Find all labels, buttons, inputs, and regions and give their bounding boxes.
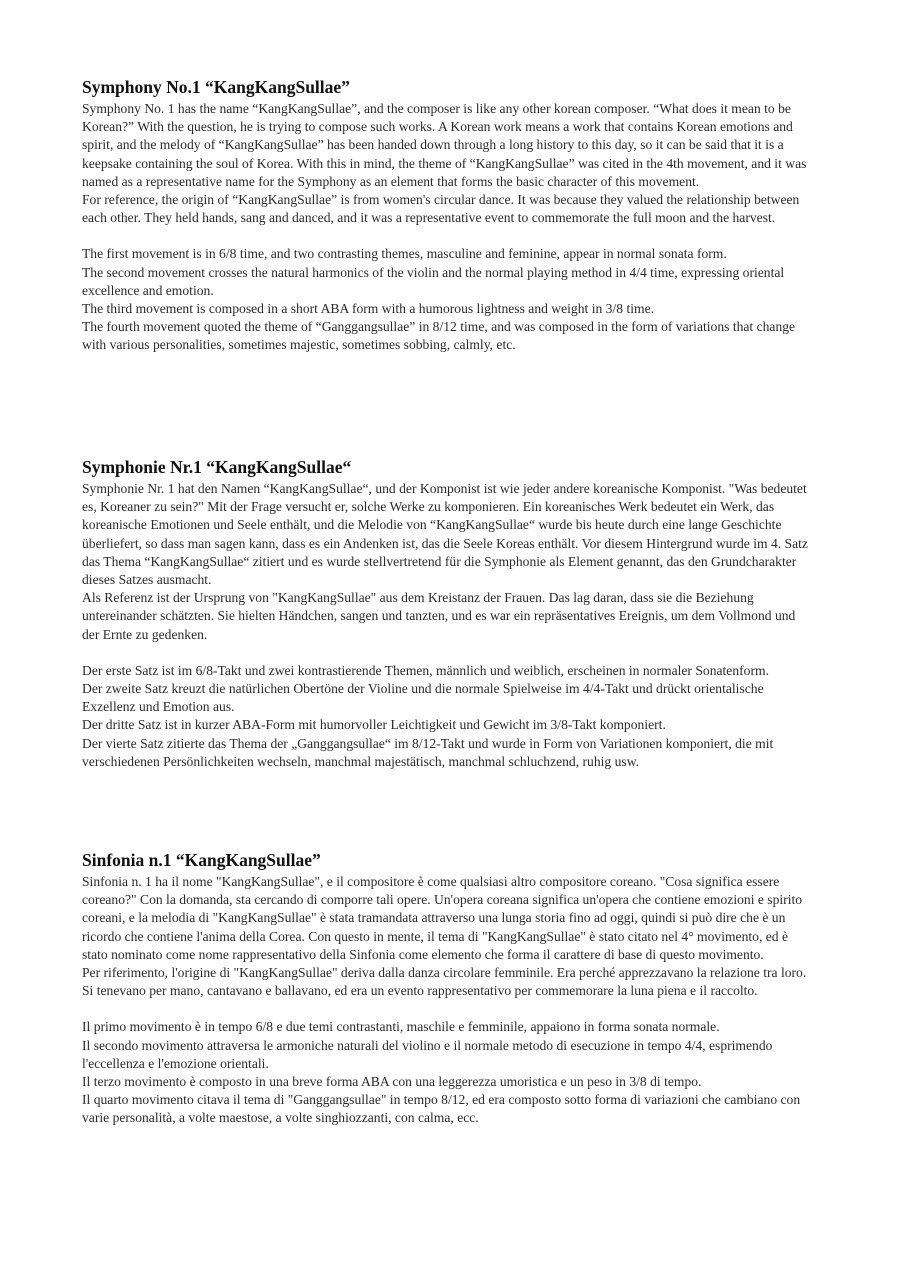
paragraph-italian-movement-3: Il terzo movimento è composto in una breve forma ABA con una leggerezza umoristica e un peso in 3/8 di tempo. [82,1074,702,1090]
paragraph-german-origin: Als Referenz ist der Ursprung von "KangKangSullae" aus dem Kreistanz der Frauen. Das lag daran, dass sie die Beziehung untereinander schätzten. Sie hielten Händchen, sangen und tanzten, und es war ein repräsentatives Ereignis, um dem Vollmond und der Ernte zu gedenken. [82,590,796,642]
paragraph-gap [82,1000,812,1018]
paragraph-german-intro: Symphonie Nr. 1 hat den Namen “KangKangSullae“, und der Komponist ist wie jeder andere koreanische Komponist. "Was bedeutet es, Koreaner zu sein?" Mit der Frage versucht er, solche Werke zu komponieren. Ein koreanisches Werk bedeutet ein Werk, das koreanische Emotionen und Seele enthält, und die Melodie von “KangKangSullae“ wurde bis heute durch eine lange Geschichte überliefert, so dass man sagen kann, dass es ein Andenken ist, das die Seele Koreas enthält. Vor diesem Hintergrund wurde im 4. Satz das Thema “KangKangSullae“ zitiert und es wurde stellvertretend für die Symphonie als Element genannt, das den Grundcharakter dieses Satzes ausmacht. [82,481,808,588]
paragraph-gap [82,644,812,662]
paragraph-german-movement-4: Der vierte Satz zitierte das Thema der „Ganggangsullae“ im 8/12-Takt und wurde in Form von Variationen komponiert, die mit verschiedenen Persönlichkeiten wechseln, manchmal majestätisch, manchmal schluchzend, ruhig usw. [82,735,774,769]
paragraph-italian-origin: Per riferimento, l'origine di "KangKangSullae" deriva dalla danza circolare femminile. Era perché apprezzavano la relazione tra loro. Si tenevano per mano, cantavano e ballavano, ed era un evento rappresentativo per commemorare la luna piena e il raccolto. [82,965,807,999]
paragraph-italian-movement-1: Il primo movimento è in tempo 6/8 e due temi contrastanti, maschile e femminile, appaiono in forma sonata normale. [82,1019,720,1035]
section-title-italian: Sinfonia n.1 “KangKangSullae” [82,850,321,870]
paragraph-german-movement-1: Der erste Satz ist im 6/8-Takt und zwei kontrastierende Themen, männlich und weiblich, erscheinen in normaler Sonatenform. [82,662,769,678]
section-italian [82,849,812,1128]
paragraph-gap [82,227,812,245]
paragraph-italian-intro: Sinfonia n. 1 ha il nome "KangKangSullae", e il compositore è come qualsiasi altro compositore coreano. "Cosa significa essere coreano?" Con la domanda, sta cercando di comporre tali opere. Un'opera coreana significa un'opera che contiene emozioni e spirito coreani, e la melodia di "KangKangSullae" è stata tramandata attraverso una lunga storia fino ad oggi, quindi si può dire che è un ricordo che contiene l'anima della Corea. Con questo in mente, il tema di "KangKangSullae" è stato citato nel 4° movimento, ed è stato nominato come nome rappresentativo della Sinfonia come elemento che forma il carattere di base di questo movimento. [82,874,803,962]
paragraph-italian-movement-2: Il secondo movimento attraversa le armoniche naturali del violino e il normale metodo di esecuzione in tempo 4/4, esprimendo l'eccellenza e l'emozione orientali. [82,1037,773,1071]
paragraph-english-intro: Symphony No. 1 has the name “KangKangSullae”, and the composer is like any other korean composer. “What does it mean to be Korean?” With the question, he is trying to compose such works. A Korean work means a work that contains Korean emotions and spirit, and the melody of “KangKangSullae” has been handed down through a long history to this day, so it can be said that it is a keepsake containing the soul of Korea. With this in mind, the theme of “KangKangSullae” was cited in the 4th movement, and it was named as a representative name for the Symphony as an element that forms the basic character of this movement. [82,101,807,189]
paragraph-german-movement-3: Der dritte Satz ist in kurzer ABA-Form mit humorvoller Leichtigkeit und Gewicht im 3/8-Takt komponiert. [82,717,666,733]
paragraph-english-movement-3: The third movement is composed in a short ABA form with a humorous lightness and weight in 3/8 time. [82,301,655,317]
section-title-german: Symphonie Nr.1 “KangKangSullae“ [82,457,352,477]
section-english [82,76,812,355]
section-german [82,456,812,771]
paragraph-english-movement-1: The first movement is in 6/8 time, and two contrasting themes, masculine and feminine, appear in normal sonata form. [82,246,727,262]
paragraph-italian-movement-4: Il quarto movimento citava il tema di "Ganggangsullae" in tempo 8/12, ed era composto sotto forma di variazioni che cambiano con varie personalità, a volte maestose, a volte singhiozzanti, con calma, ecc. [82,1092,801,1126]
paragraph-english-movement-2: The second movement crosses the natural harmonics of the violin and the normal playing method in 4/4 time, expressing oriental excellence and emotion. [82,264,785,298]
section-title-english: Symphony No.1 “KangKangSullae” [82,77,350,97]
paragraph-english-movement-4: The fourth movement quoted the theme of “Ganggangsullae” in 8/12 time, and was composed in the form of variations that change with various personalities, sometimes majestic, sometimes sobbing, calmly, etc. [82,319,796,353]
paragraph-german-movement-2: Der zweite Satz kreuzt die natürlichen Obertöne der Violine und die normale Spielweise im 4/4-Takt und drückt orientalische Exzellenz und Emotion aus. [82,681,764,715]
paragraph-english-origin: For reference, the origin of “KangKangSullae” is from women's circular dance. It was because they valued the relationship between each other. They held hands, sang and danced, and it was a representative event to commemorate the full moon and the harvest. [82,192,800,226]
